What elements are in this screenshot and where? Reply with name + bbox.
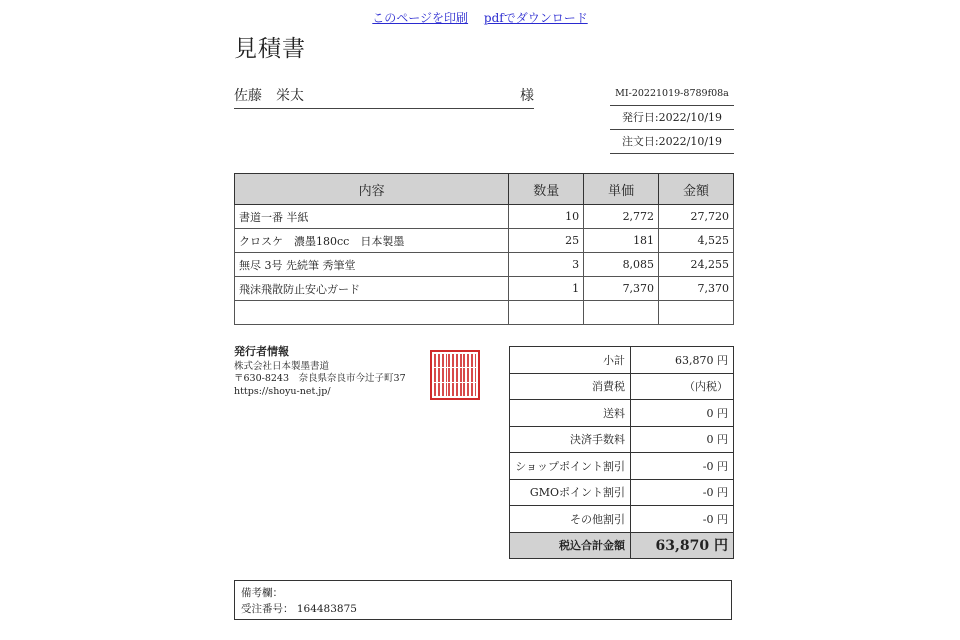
other-discount-row [510, 506, 734, 533]
shop-point-discount-row [510, 453, 734, 480]
total-label: 送料 [510, 400, 631, 427]
total-value: 0 円 [631, 400, 734, 427]
item-name [235, 301, 509, 325]
payment-fee-row [510, 426, 734, 453]
seal-glyph [448, 354, 461, 367]
seal-glyph [434, 383, 447, 396]
total-label: 決済手数料 [510, 426, 631, 453]
item-qty: 1 [509, 277, 584, 301]
totals-table [509, 346, 734, 559]
gmo-point-discount-row [510, 479, 734, 506]
seal-glyph [434, 354, 447, 367]
item-amount: 4,525 [659, 229, 734, 253]
seal-glyph [463, 368, 476, 381]
col-header-amount: 金額 [659, 174, 734, 205]
pdf-download-link[interactable]: pdfでダウンロード [483, 11, 588, 25]
document-meta [610, 82, 734, 154]
customer-honorific: 様 [520, 88, 534, 104]
company-seal-stamp [430, 350, 480, 400]
issue-date: 発行日:2022/10/19 [610, 106, 734, 130]
item-unit-price: 8,085 [584, 253, 659, 277]
item-name: クロスケ 濃墨180cc 日本製墨 [235, 229, 509, 253]
item-name: 書道一番 半紙 [235, 205, 509, 229]
total-label: その他割引 [510, 506, 631, 533]
item-name: 飛沫飛散防止安心ガード [235, 277, 509, 301]
item-amount: 7,370 [659, 277, 734, 301]
item-qty: 25 [509, 229, 584, 253]
total-label: 消費税 [510, 373, 631, 400]
item-unit-price: 7,370 [584, 277, 659, 301]
table-row [235, 277, 734, 301]
total-label: 小計 [510, 347, 631, 374]
table-row [235, 253, 734, 277]
col-header-content: 内容 [235, 174, 509, 205]
total-label: GMOポイント割引 [510, 479, 631, 506]
table-row [235, 229, 734, 253]
total-value: （内税） [631, 373, 734, 400]
col-header-quantity: 数量 [509, 174, 584, 205]
issuer-url: https://shoyu-net.jp/ [234, 385, 331, 397]
seal-glyph [448, 368, 461, 381]
remarks-label: 備考欄： [241, 587, 283, 599]
issuer-company: 株式会社日本製墨書道 [234, 360, 330, 372]
issuer-address: 〒630-8243 奈良県奈良市今辻子町37 [234, 373, 406, 384]
document-title: 見積書 [234, 36, 306, 62]
total-value: -0 円 [631, 453, 734, 480]
total-value: 0 円 [631, 426, 734, 453]
item-amount [659, 301, 734, 325]
item-qty [509, 301, 584, 325]
item-amount: 24,255 [659, 253, 734, 277]
print-link[interactable]: このページを印刷 [372, 11, 469, 25]
total-label: ショップポイント割引 [510, 453, 631, 480]
customer-block [234, 82, 534, 109]
shipping-row [510, 400, 734, 427]
issuer-heading: 発行者情報 [234, 345, 289, 358]
tax-row [510, 373, 734, 400]
total-value: -0 円 [631, 506, 734, 533]
document-id: MI-20221019-8789f08a [610, 82, 734, 106]
item-qty: 10 [509, 205, 584, 229]
table-row [235, 205, 734, 229]
seal-glyph [434, 368, 447, 381]
grand-total-label: 税込合計金額 [510, 532, 631, 559]
seal-glyph [463, 383, 476, 396]
items-header-row [235, 174, 734, 205]
top-links [0, 9, 960, 26]
total-value: 63,870 円 [631, 347, 734, 374]
total-value: -0 円 [631, 479, 734, 506]
order-date: 注文日:2022/10/19 [610, 130, 734, 154]
seal-glyph [463, 354, 476, 367]
subtotal-row [510, 347, 734, 374]
customer-name: 佐藤 栄太 [234, 88, 304, 104]
grand-total-value: 63,870 円 [631, 532, 734, 559]
item-amount: 27,720 [659, 205, 734, 229]
item-unit-price [584, 301, 659, 325]
item-unit-price: 181 [584, 229, 659, 253]
seal-glyph [448, 383, 461, 396]
item-qty: 3 [509, 253, 584, 277]
remarks-box [234, 580, 732, 620]
issuer-info [234, 346, 406, 398]
grand-total-row [510, 532, 734, 559]
item-unit-price: 2,772 [584, 205, 659, 229]
col-header-unit-price: 単価 [584, 174, 659, 205]
items-table [234, 173, 734, 325]
item-name: 無尽 3号 先続筆 秀筆堂 [235, 253, 509, 277]
table-row-empty [235, 301, 734, 325]
order-number: 受注番号： 164483875 [241, 603, 357, 615]
